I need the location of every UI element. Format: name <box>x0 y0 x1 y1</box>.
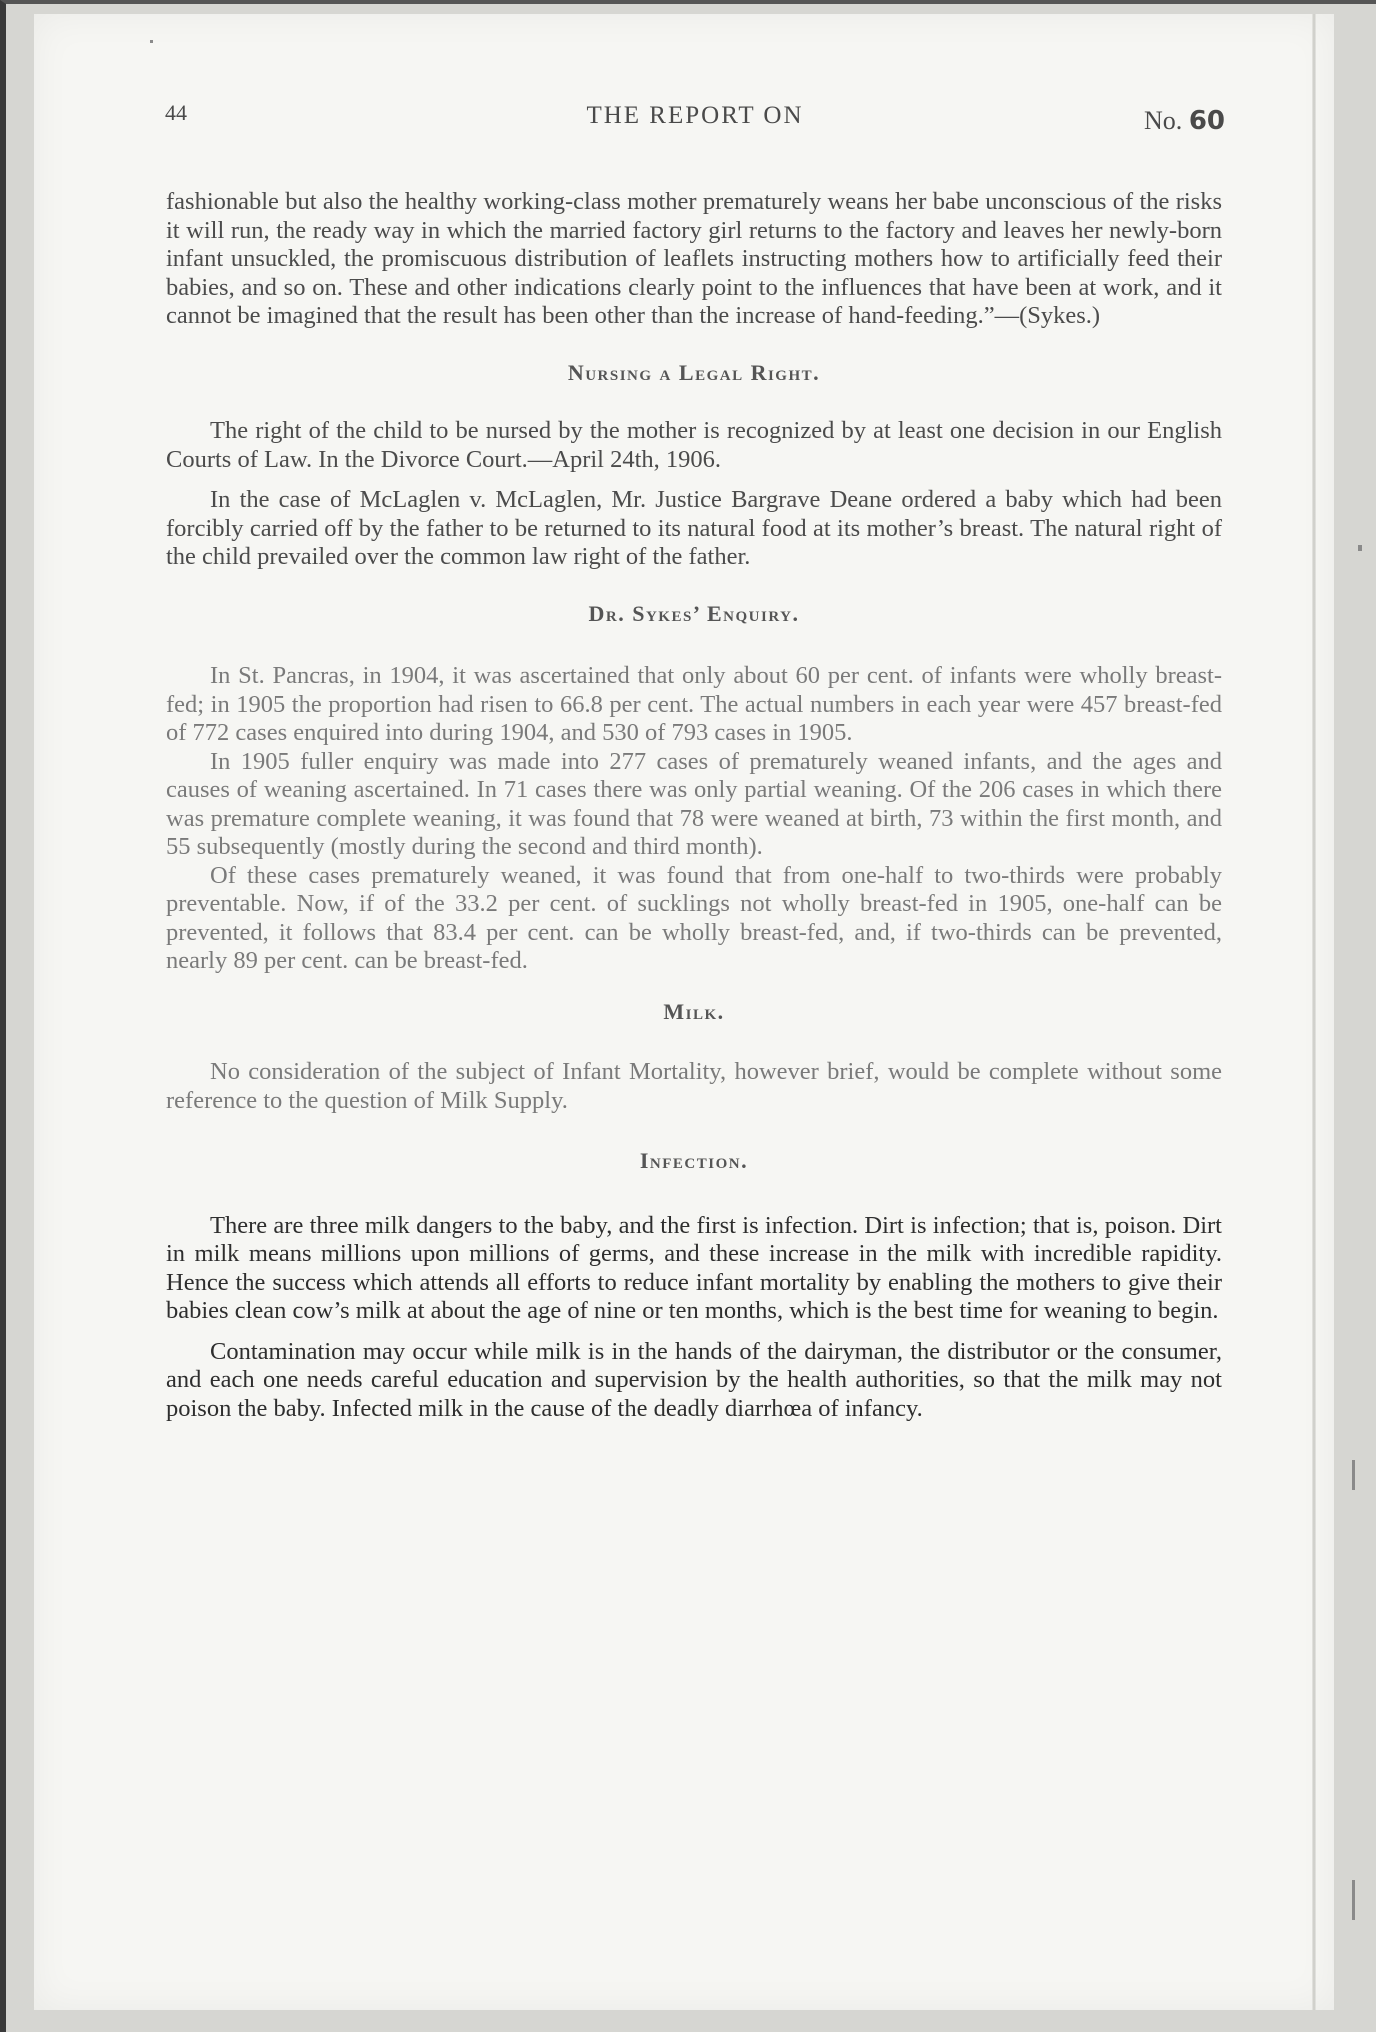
paragraph-preventable: Of these cases prematurely weaned, it was found that from one-half to two-thirds were probably preventable. Now, if of the 33.2 per cent. of sucklings not wholly breast-fed in 1905, one-half can be prevented, it follows that 83.4 per cent. can be wholly breast-fed, and, if two-thirds can be prevented, nearly 89 per cent. can be breast-fed. <box>166 861 1222 974</box>
paragraph-milk-dangers: There are three milk dangers to the baby, and the first is infection. Dirt is infection; that is, poison. Dirt in milk means millions upon millions of germs, and these increase in the milk with incredible rapidity. Hence the success which attends all efforts to reduce infant mortality by enabling the mothers to give their babies clean cow’s milk at about the age of nine or ten months, which is the best time for weaning to begin. <box>166 1211 1222 1324</box>
heading-milk: Milk. <box>663 998 725 1024</box>
issue-prefix: No. <box>1144 106 1183 135</box>
paragraph-fuller-enquiry: In 1905 fuller enquiry was made into 277 cases of prematurely weaned infants, and the ages and causes of weaning ascertained. In 71 cases there was only partial weaning. Of the 206 cases in which there was premature complete weaning, it was found that 78 were weaned at birth, 73 within the first month, and 55 subsequently (mostly during the second and third month). <box>166 747 1222 860</box>
running-title: THE REPORT ON <box>586 102 804 129</box>
scan-speck <box>1358 545 1362 551</box>
paragraph-contamination: Contamination may occur while milk is in the hands of the dairyman, the distributor or the consumer, and each one needs careful education and supervision by the health authorities, so that the milk may not poison the baby. Infected milk in the cause of the deadly diarrhœa of infancy. <box>166 1337 1222 1422</box>
paragraph-legal-right: The right of the child to be nursed by the mother is recognized by at least one decision in our English Courts of Law. In the Divorce Court.—April 24th, 1906. <box>166 417 1222 473</box>
paragraph-mclaglen-case: In the case of McLaglen v. McLaglen, Mr. Justice Bargrave Deane ordered a baby which had been forcibly carried off by the father to be returned to its natural food at its mother’s breast. The natural right of the child prevailed over the common law right of the father. <box>166 486 1222 570</box>
page-number: 44 <box>165 100 187 125</box>
issue-number <box>1144 106 1225 136</box>
paragraph-continued: fashionable but also the healthy working-class mother prematurely weans her babe unconscious of the risks it will run, the ready way in which the married factory girl returns to the factory and leaves her newly-born infant unsuckled, the promiscuous distribution of leaflets instructing mothers how to artificially feed their babies, and so on. These and other indications clearly point to the influences that have been at work, and it cannot be imagined that the result has been other than the increase of hand-feeding.”—(Sykes.) <box>166 188 1222 329</box>
heading-nursing-legal-right: Nursing a Legal Right. <box>567 359 821 385</box>
running-header <box>165 98 1225 148</box>
scan-speck <box>1352 1460 1355 1490</box>
paragraph-milk-supply: No consideration of the subject of Infant Mortality, however brief, would be complete without some reference to the question of Milk Supply. <box>166 1058 1222 1114</box>
page-edge <box>1312 14 1316 2010</box>
scan-speck <box>150 40 153 43</box>
page-body <box>166 188 1222 1423</box>
paragraph-st-pancras: In St. Pancras, in 1904, it was ascertained that only about 60 per cent. of infants were wholly breast-fed; in 1905 the proportion had risen to 66.8 per cent. The actual numbers in each year were 457 breast-fed of 772 cases enquired into during 1904, and 530 of 793 cases in 1905. <box>166 662 1222 746</box>
heading-infection: Infection. <box>639 1148 749 1173</box>
heading-sykes-enquiry: Dr. Sykes’ Enquiry. <box>588 600 800 626</box>
scan-speck <box>1352 1880 1355 1920</box>
issue-number-value: 60 <box>1188 106 1225 136</box>
